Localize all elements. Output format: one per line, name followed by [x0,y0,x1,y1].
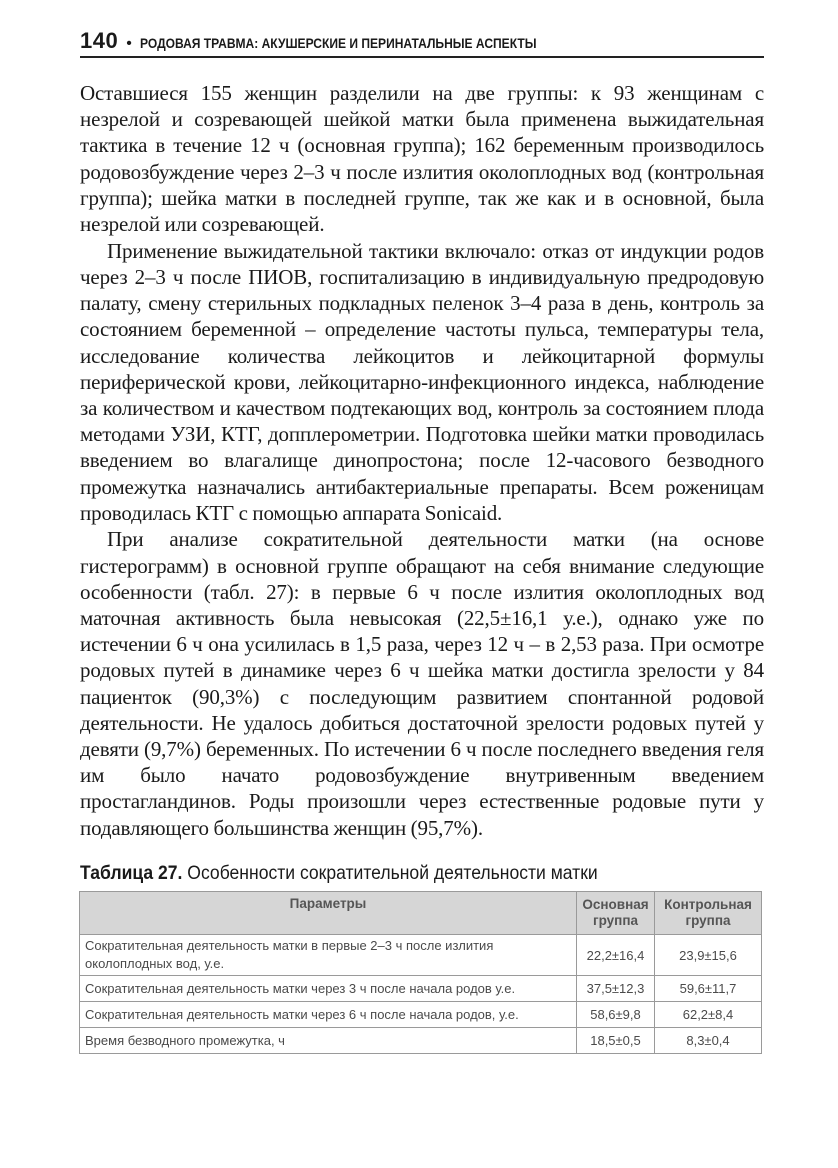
table-row [80,976,762,1002]
row-main-value: 58,6±9,8 [577,1002,655,1028]
row-control-value: 23,9±15,6 [655,935,762,976]
header-main-line2: группа [592,913,638,928]
header-control-line2: группа [685,913,731,928]
header-main-group [577,892,655,935]
table-row [80,1028,762,1054]
paragraph-2: Применение выжидательной тактики включало: отказ от индукции родов через 2–3 ч после ПИОВ, госпитализацию в индивидуальную предродовую палату, смену стерильных подкладных пеленок 3–4 раза в день, контроль за состоянием беременной – определение частоты пульса, температуры тела, исследование количества лейкоцитов и лейкоцитарной формулы периферической крови, лейкоцитарно-инфекционного индекса, наблюдение за количеством и качеством подтекающих вод, контроль за состоянием плода методами УЗИ, КТГ, допплерометрии. Подготовка шейки матки проводилась введением во влагалище динопростона; после 12-часового безводного промежутка назначались антибактериальные препараты. Всем роженицам проводилась КТГ с помощью аппарата Sonicaid. [80,238,764,525]
table-caption-text: Особенности сократительной деятельности матки [187,862,598,884]
running-title: РОДОВАЯ ТРАВМА: АКУШЕРСКИЕ И ПЕРИНАТАЛЬНЫЕ АСПЕКТЫ [139,35,537,51]
parameters-table [79,891,762,1054]
row-control-value: 62,2±8,4 [655,1002,762,1028]
header-rule [80,56,764,58]
row-param: Время безводного промежутка, ч [80,1028,577,1054]
row-main-value: 37,5±12,3 [577,976,655,1002]
table-caption [80,862,696,885]
table-header-row [80,892,762,935]
table-row [80,1002,762,1028]
row-param: Сократительная деятельность матки в первые 2–3 ч после излития околоплодных вод, у.е. [80,935,577,976]
row-param: Сократительная деятельность матки через 3 ч после начала родов у.е. [80,976,577,1002]
paragraph-1: Оставшиеся 155 женщин разделили на две группы: к 93 женщинам с незрелой и созревающей шейкой матки была применена выжидательная тактика в течение 12 ч (основная группа); 162 беременным производилось родовозбуждение через 2–3 ч после излития околоплодных вод (контрольная группа); шейка матки в последней группе, так же как и в основной, была незрелой или созревающей. [80,81,764,237]
row-control-value: 8,3±0,4 [655,1028,762,1054]
body-text [80,80,764,841]
running-header [80,28,760,58]
table-caption-label: Таблица 27. [80,862,183,884]
page-number: 140 [80,28,119,53]
header-control-line1: Контрольная [664,897,752,912]
row-param: Сократительная деятельность матки через 6 ч после начала родов, у.е. [80,1002,577,1028]
header-control-group [655,892,762,935]
header-param: Параметры [80,892,577,935]
paragraph-3: При анализе сократительной деятельности матки (на основе гистерограмм) в основной группе обращают на себя внимание следующие особенности (табл. 27): в первые 6 ч после излития околоплодных вод маточная активность была невысокая (22,5±16,1 у.е.), однако уже по истечении 6 ч она усилилась в 1,5 раза, через 12 ч – в 2,53 раза. При осмотре родовых путей в динамике через 6 ч шейка матки достигла зрелости у 84 пациенток (90,3%) с последующим развитием спонтанной родовой деятельности. Не удалось добиться достаточной зрелости родовых путей у девяти (9,7%) беременных. По истечении 6 ч после последнего введения геля им было начато родовозбуждение внутривенным введением простагландинов. Роды произошли через естественные родовые пути у подавляющего большинства женщин (95,7%). [80,527,764,840]
row-control-value: 59,6±11,7 [655,976,762,1002]
row-main-value: 22,2±16,4 [577,935,655,976]
row-main-value: 18,5±0,5 [577,1028,655,1054]
bullet-separator: • [126,35,132,52]
header-main-line1: Основная [582,897,649,912]
table-row [80,935,762,976]
